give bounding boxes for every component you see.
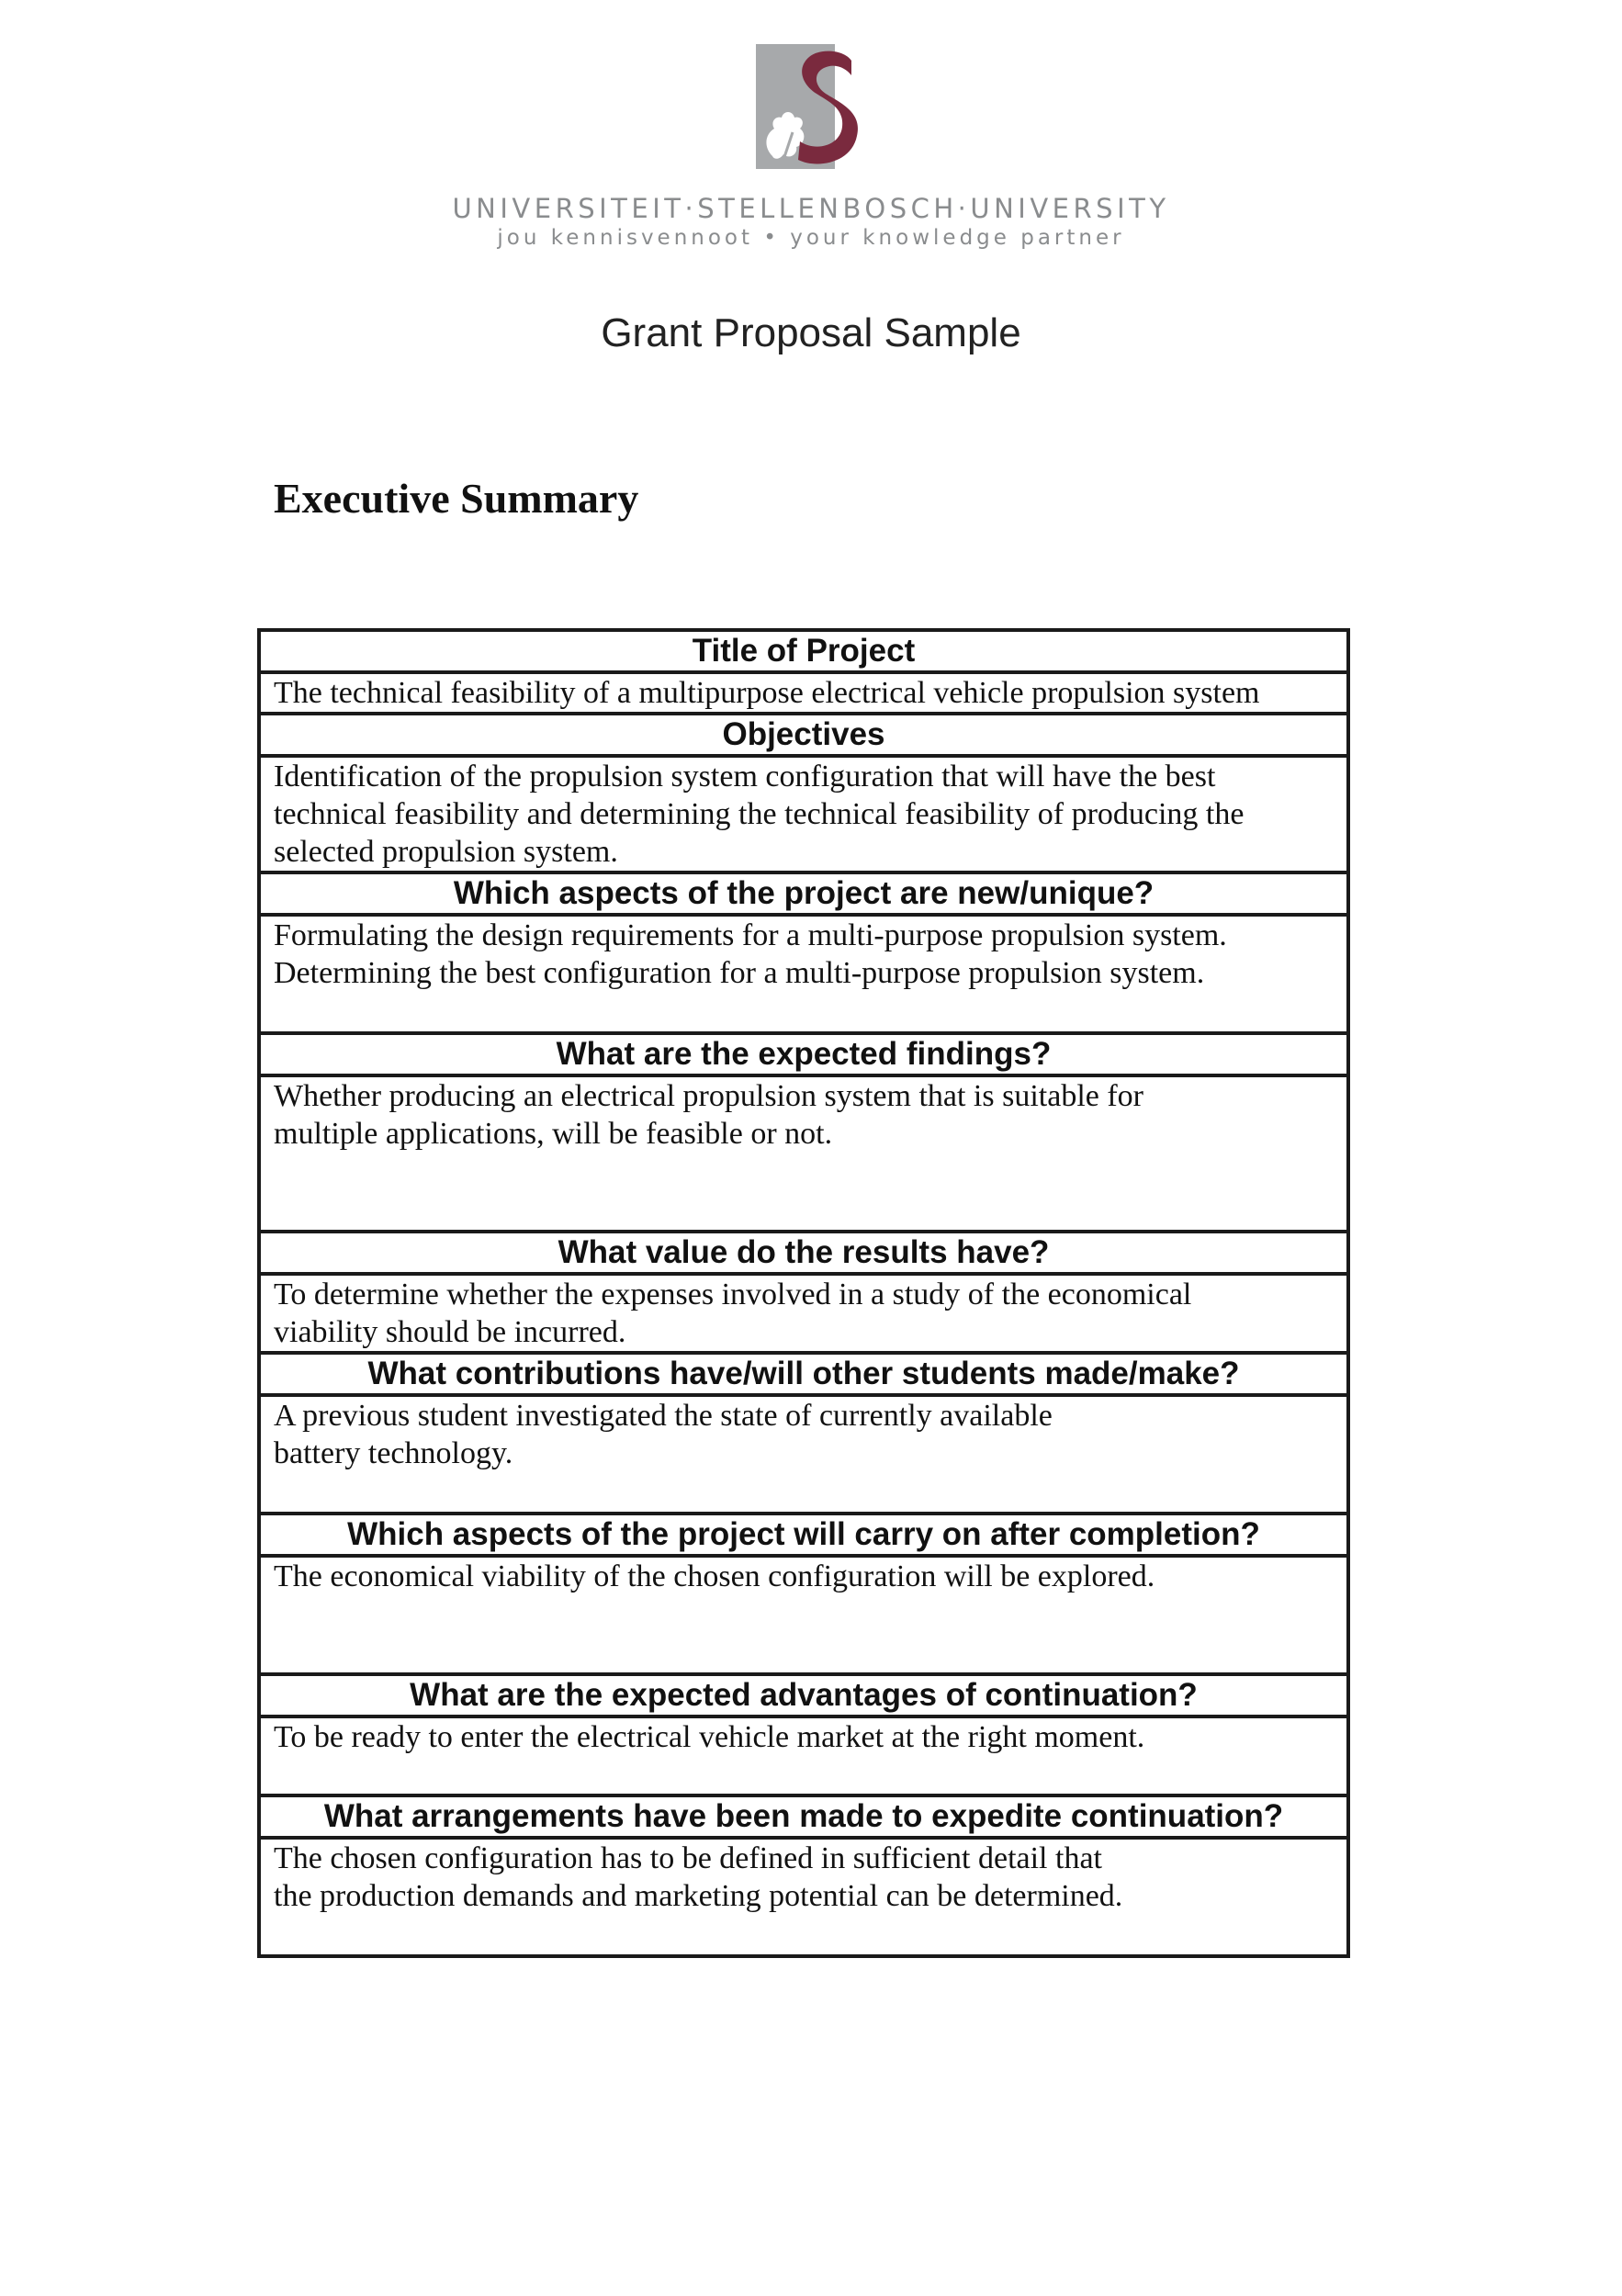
question-cell: Objectives [259,714,1348,756]
answer-line: multiple applications, will be feasible or not. [274,1117,833,1151]
table-row [259,1075,1348,1232]
table-row [259,872,1348,915]
answer-line: viability should be incurred. [274,1315,626,1349]
answer-cell [259,1395,1348,1514]
answer-line: Formulating the design requirements for a multi-purpose propulsion system. [274,918,1227,952]
answer-line: Whether producing an electrical propulsion system that is suitable for [274,1079,1144,1113]
table-row [259,1033,1348,1075]
university-name: UNIVERSITEIT·STELLENBOSCH·UNIVERSITY [452,193,1170,224]
university-tagline: jou kennisvennoot • your knowledge partner [497,226,1125,250]
answer-line: technical feasibility and determining the technical feasibility of producing the [274,797,1245,831]
answer-line: Determining the best configuration for a multi-purpose propulsion system. [274,956,1205,990]
executive-summary-table [257,628,1350,1958]
table-row [259,1232,1348,1274]
university-header [0,44,1622,250]
question-cell: What contributions have/will other students made/make? [259,1353,1348,1395]
answer-cell [259,1716,1348,1795]
answer-line: A previous student investigated the state of currently available [274,1399,1053,1433]
table-row [259,672,1348,714]
table-row [259,915,1348,1033]
document-title: Grant Proposal Sample [601,310,1021,355]
table-row [259,1556,1348,1674]
table-row [259,1395,1348,1514]
answer-line: The economical viability of the chosen configuration will be explored. [274,1559,1155,1593]
table-row [259,1716,1348,1795]
answer-cell [259,1274,1348,1353]
table-row [259,630,1348,672]
answer-line: selected propulsion system. [274,835,618,869]
answer-line: The chosen configuration has to be defined in sufficient detail that [274,1841,1102,1875]
answer-cell [259,756,1348,872]
table-row [259,1514,1348,1556]
stellenbosch-s-logo-icon [756,44,866,169]
question-cell: Title of Project [259,630,1348,672]
table-row [259,1795,1348,1838]
table-row [259,1274,1348,1353]
question-cell: What are the expected advantages of continuation? [259,1674,1348,1716]
answer-cell [259,672,1348,714]
answer-cell [259,915,1348,1033]
table-row [259,1674,1348,1716]
answer-line: To determine whether the expenses involved in a study of the economical [274,1277,1192,1311]
answer-cell [259,1075,1348,1232]
table-row [259,714,1348,756]
answer-line: battery technology. [274,1436,513,1470]
table-row [259,1353,1348,1395]
answer-line: Identification of the propulsion system configuration that will have the best [274,760,1216,793]
question-cell: Which aspects of the project are new/unique? [259,872,1348,915]
table-row [259,1838,1348,1956]
answer-line: the production demands and marketing potential can be determined. [274,1879,1123,1913]
section-heading: Executive Summary [274,475,639,522]
question-cell: What arrangements have been made to expedite continuation? [259,1795,1348,1838]
answer-cell [259,1556,1348,1674]
table-row [259,756,1348,872]
question-cell: What value do the results have? [259,1232,1348,1274]
answer-line: To be ready to enter the electrical vehicle market at the right moment. [274,1720,1145,1754]
answer-cell [259,1838,1348,1956]
question-cell: What are the expected findings? [259,1033,1348,1075]
answer-line: The technical feasibility of a multipurpose electrical vehicle propulsion system [274,676,1260,710]
question-cell: Which aspects of the project will carry on after completion? [259,1514,1348,1556]
